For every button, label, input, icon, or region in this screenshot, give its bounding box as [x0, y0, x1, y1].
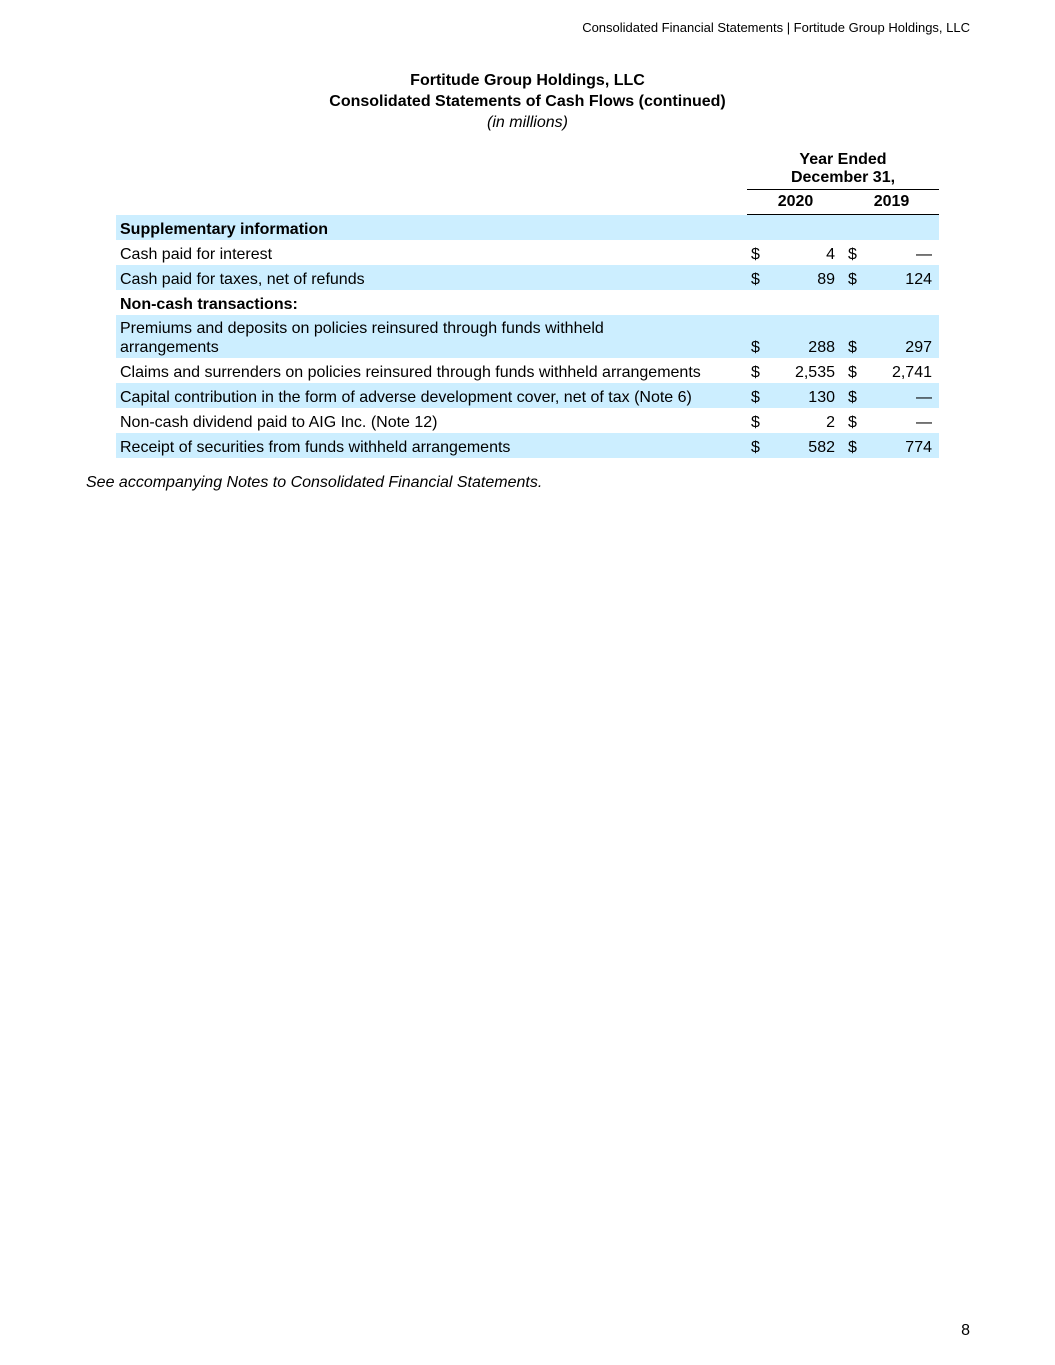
- currency-symbol: $: [751, 414, 760, 431]
- table-row: [116, 315, 939, 358]
- value-2019: 124: [868, 265, 939, 290]
- value-2020: 4: [826, 246, 835, 263]
- row-label: Cash paid for interest: [120, 246, 273, 263]
- currency-symbol: $: [747, 315, 771, 358]
- table-row: [116, 433, 939, 458]
- value-2019: —: [916, 246, 932, 263]
- section-title: Supplementary information: [116, 215, 747, 241]
- row-label: Claims and surrenders on policies reinsured through funds withheld arrangements: [120, 364, 701, 381]
- row-label: Receipt of securities from funds withheld arrangements: [116, 433, 747, 458]
- value-2019: 2,741: [891, 364, 932, 381]
- value-2019: —: [868, 383, 939, 408]
- value-2019: 774: [868, 433, 939, 458]
- column-header-2020: 2020: [747, 190, 844, 215]
- section-row-supplementary: [116, 215, 939, 241]
- currency-symbol: $: [747, 383, 771, 408]
- currency-symbol: $: [848, 414, 857, 431]
- company-name: Fortitude Group Holdings, LLC: [410, 72, 645, 89]
- table-row: [116, 265, 939, 290]
- cash-flow-supplementary-table: [116, 151, 939, 458]
- table-row: [116, 408, 939, 433]
- year-header-row: [116, 190, 939, 215]
- table-row: [116, 358, 939, 383]
- statement-title: Consolidated Statements of Cash Flows (continued): [329, 93, 726, 110]
- value-2020: 2,535: [794, 364, 835, 381]
- row-label: Premiums and deposits on policies reinsured through funds withheld arrangements: [116, 315, 747, 358]
- section-row-noncash: [116, 290, 939, 315]
- value-2019: 297: [868, 315, 939, 358]
- currency-symbol: $: [844, 265, 868, 290]
- currency-symbol: $: [844, 315, 868, 358]
- value-2020: 288: [771, 315, 844, 358]
- period-header: Year Ended December 31,: [747, 151, 939, 190]
- table-row: [116, 240, 939, 265]
- value-2020: 582: [771, 433, 844, 458]
- currency-symbol: $: [751, 246, 760, 263]
- running-header: Consolidated Financial Statements | Fortitude Group Holdings, LLC: [582, 20, 970, 35]
- units-note: (in millions): [487, 114, 568, 131]
- column-header-2019: 2019: [844, 190, 939, 215]
- value-2020: 130: [771, 383, 844, 408]
- row-label: Non-cash dividend paid to AIG Inc. (Note 12): [120, 414, 438, 431]
- currency-symbol: $: [751, 364, 760, 381]
- currency-symbol: $: [848, 364, 857, 381]
- currency-symbol: $: [747, 433, 771, 458]
- footnote: See accompanying Notes to Consolidated Financial Statements.: [86, 474, 543, 491]
- table-row: [116, 383, 939, 408]
- page-number: 8: [961, 1322, 970, 1339]
- row-label: Capital contribution in the form of adverse development cover, net of tax (Note 6): [116, 383, 747, 408]
- section-title: Non-cash transactions:: [120, 296, 298, 313]
- value-2019: —: [916, 414, 932, 431]
- currency-symbol: $: [747, 265, 771, 290]
- statement-title-block: [0, 70, 1055, 133]
- currency-symbol: $: [844, 383, 868, 408]
- value-2020: 2: [826, 414, 835, 431]
- row-label: Cash paid for taxes, net of refunds: [116, 265, 747, 290]
- period-header-row: [116, 151, 939, 190]
- currency-symbol: $: [844, 433, 868, 458]
- value-2020: 89: [771, 265, 844, 290]
- currency-symbol: $: [848, 246, 857, 263]
